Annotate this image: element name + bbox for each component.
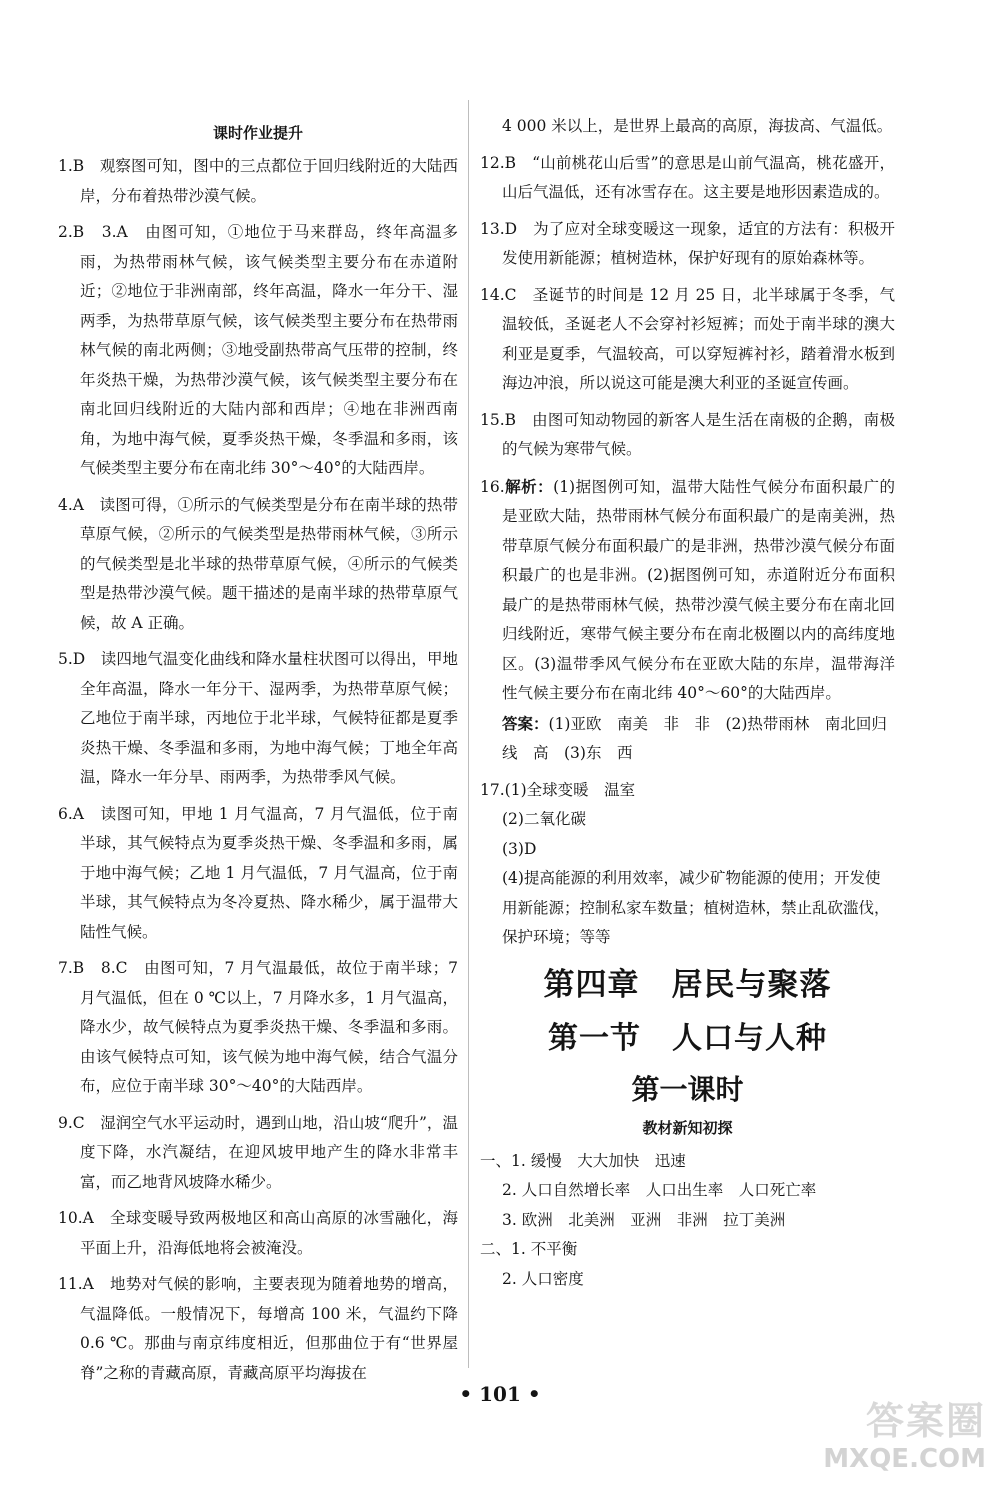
answer-number: 12.B xyxy=(480,153,517,172)
answer-item xyxy=(58,218,458,484)
answer-17-part-3: (3)D xyxy=(502,839,537,858)
left-answer-list xyxy=(58,152,458,1388)
knowledge-line: 3. 欧洲 北美洲 亚洲 非洲 拉丁美洲 xyxy=(502,1210,786,1229)
answer-text: 地势对气候的影响，主要表现为随着地势的增高，气温降低。一般情况下，每增高 100 米，气温约下降 0.6 ℃。那曲与南京纬度相近，但那曲位于有“世界屋脊”之称的青藏高原，青藏高原平均海拔在 xyxy=(80,1275,458,1382)
answer-16-key xyxy=(480,709,895,769)
answer-item xyxy=(480,281,895,399)
answer-item xyxy=(58,954,458,1102)
section-title-new-knowledge: 教材新知初探 xyxy=(642,1118,733,1137)
knowledge-line: 二、1. 不平衡 xyxy=(480,1240,578,1258)
answer-item xyxy=(480,406,895,465)
answer-text: 读图可得，①所示的气候类型是分布在南半球的热带草原气候，②所示的气候类型是热带雨林气候，③所示的气候类型是北半球的热带草原气候，④所示的气候类型是热带沙漠气候。题干描述的是南半球的热带草原气候，故 A 正确。 xyxy=(80,495,458,632)
answer-item xyxy=(58,800,458,948)
answer-text: 为了应对全球变暖这一现象，适宜的方法有：积极开发使用新能源；植树造林，保护好现有的原始森林等。 xyxy=(502,219,895,267)
right-answer-list xyxy=(480,149,895,465)
answer-number: 4.A xyxy=(58,495,84,514)
answer-17-part-4: (4)提高能源的利用效率，减少矿物能源的使用；开发使用新能源；控制私家车数量；植树造林，禁止乱砍滥伐，保护环境；等等 xyxy=(502,869,890,946)
answer-17-number: 17. xyxy=(480,780,505,799)
answer-item xyxy=(58,152,458,211)
right-column xyxy=(480,112,895,1294)
page-number: • 101 • xyxy=(459,1382,541,1406)
knowledge-line: 2. 人口密度 xyxy=(502,1269,584,1288)
answer-text: 湿润空气水平运动时，遇到山地，沿山坡“爬升”，温度下降，水汽凝结，在迎风坡甲地产生的降水非常丰富，而乙地背风坡降水稀少。 xyxy=(80,1113,458,1191)
answer-text: 读图可知，甲地 1 月气温高，7 月气温低，位于南半球，其气候特点为夏季炎热干燥、冬季温和多雨，属于地中海气候；乙地 1 月气温低，7 月气温高，位于南半球，其气候特点为冬冷夏热、降水稀少，属于温带大陆性气候。 xyxy=(80,804,458,941)
answer-16-answer-text: (1)亚欧 南美 非 非 (2)热带雨林 南北回归线 高 (3)东 西 xyxy=(502,714,887,762)
answer-text: 读四地气温变化曲线和降水量柱状图可以得出，甲地全年高温，降水一年分干、湿两季，为热带草原气候；乙地位于南半球，丙地位于北半球，气候特征都是夏季炎热干燥、冬季温和多雨，为地中海气候；丁地全年高温，降水一年分旱、雨两季，为热带季风气候。 xyxy=(80,650,458,786)
answer-number: 11.A xyxy=(58,1275,94,1293)
answer-number: 13.D xyxy=(480,219,518,238)
answer-text: 全球变暖导致两极地区和高山高原的冰雪融化，海平面上升，沿海低地将会被淹没。 xyxy=(80,1209,458,1257)
answer-text: 圣诞节的时间是 12 月 25 日，北半球属于冬季，气温较低，圣诞老人不会穿衬衫短裤；而处于南半球的澳大利亚是夏季，气温较高，可以穿短裤衬衫，踏着滑水板到海边冲浪，所以说这可能是澳大利亚的圣诞宣传画。 xyxy=(502,285,895,392)
answer-item xyxy=(480,215,895,274)
answer-number: 1.B xyxy=(58,157,85,175)
answer-item xyxy=(58,1204,458,1263)
knowledge-list xyxy=(480,1147,895,1295)
answer-16-number: 16. xyxy=(480,477,505,496)
watermark-top: 答案圈 xyxy=(865,1399,986,1443)
answer-16-text: (1)据图例可知，温带大陆性气候分布面积最广的是亚欧大陆，热带雨林气候分布面积最广的是南美洲，热带草原气候分布面积最广的是非洲，热带沙漠气候分布面积最广的也是非洲。(2)据图例可知，赤道附近分布面积最广的是热带雨林气候，热带沙漠气候主要分布在南北回归线附近，寒带气候主要分布在南北极圈以内的高纬度地区。(3)温带季风气候分布在亚欧大陆的东岸，温带海洋性气候主要分布在南北纬 40°～60°的大陆西岸。 xyxy=(502,477,895,702)
chapter-heading: 第四章 居民与聚落 xyxy=(543,966,832,1003)
answer-11-continuation: 4 000 米以上，是世界上最高的高原，海拔高、气温低。 xyxy=(502,117,893,135)
section-title-homework: 课时作业提升 xyxy=(212,124,303,142)
answer-17 xyxy=(480,776,895,806)
left-column xyxy=(58,112,458,1395)
answer-16-answer-label: 答案： xyxy=(502,713,549,733)
answer-16 xyxy=(480,472,895,709)
answer-number: 6.A xyxy=(58,804,84,823)
knowledge-line: 一、1. 缓慢 大大加快 迅速 xyxy=(480,1151,686,1170)
answer-16-label: 解析： xyxy=(504,476,554,496)
answer-item xyxy=(58,491,458,639)
knowledge-line: 2. 人口自然增长率 人口出生率 人口死亡率 xyxy=(502,1181,817,1199)
answer-item xyxy=(58,1270,458,1388)
column-divider xyxy=(468,100,469,1368)
answer-text: 3.A 由图可知，①地位于马来群岛，终年高温多雨，为热带雨林气候，该气候类型主要分布在赤道附近；②地位于非洲南部，终年高温，降水一年分干、湿两季，为热带草原气候，该气候类型主要分布在热带雨林气候的南北两侧；③地受副热带高气压带的控制，终年炎热干燥，为热带沙漠气候，该气候类型主要分布在南北回归线附近的大陆内部和西岸；④地在非洲西南角，为地中海气候，夏季炎热干燥，冬季温和多雨，该气候类型主要分布在南北纬 30°～40°的大陆西岸。 xyxy=(80,223,458,477)
answer-number: 14.C xyxy=(480,285,517,304)
answer-number: 15.B xyxy=(480,410,517,429)
answer-text: 观察图可知，图中的三点都位于回归线附近的大陆西岸，分布着热带沙漠气候。 xyxy=(80,157,458,205)
section-heading: 第一节 人口与人种 xyxy=(548,1020,827,1056)
watermark-bottom: MXQE.COM xyxy=(823,1444,986,1474)
answer-text: 8.C 由图可知，7 月气温最低，故位于南半球；7 月气温低，但在 0 ℃以上，7 月降水多，1 月气温高，降水少，故气候特点为夏季炎热干燥、冬季温和多雨。由该气候特点可知，该气候为地中海气候，结合气温分布，应位于南半球 30°～40°的大陆西岸。 xyxy=(80,959,458,1095)
answer-text: 由图可知动物园的新客人是生活在南极的企鹅，南极的气候为寒带气候。 xyxy=(502,410,895,458)
watermark-logo xyxy=(806,1399,986,1481)
answer-text: “山前桃花山后雪”的意思是山前气温高，桃花盛开，山后气温低，还有冰雪存在。这主要是地形因素造成的。 xyxy=(502,153,895,201)
answer-17-part-1: (1)全球变暖 温室 xyxy=(504,780,636,799)
answer-17-part-2: (2)二氧化碳 xyxy=(502,810,586,828)
answer-item xyxy=(58,645,458,793)
answer-number: 9.C xyxy=(58,1113,85,1132)
answer-item xyxy=(58,1109,458,1198)
answer-number: 2.B xyxy=(58,223,85,241)
answer-number: 10.A xyxy=(58,1209,94,1227)
answer-number: 7.B xyxy=(58,959,85,977)
answer-item xyxy=(480,149,895,208)
answer-number: 5.D xyxy=(58,650,86,668)
lesson-heading: 第一课时 xyxy=(631,1072,744,1106)
